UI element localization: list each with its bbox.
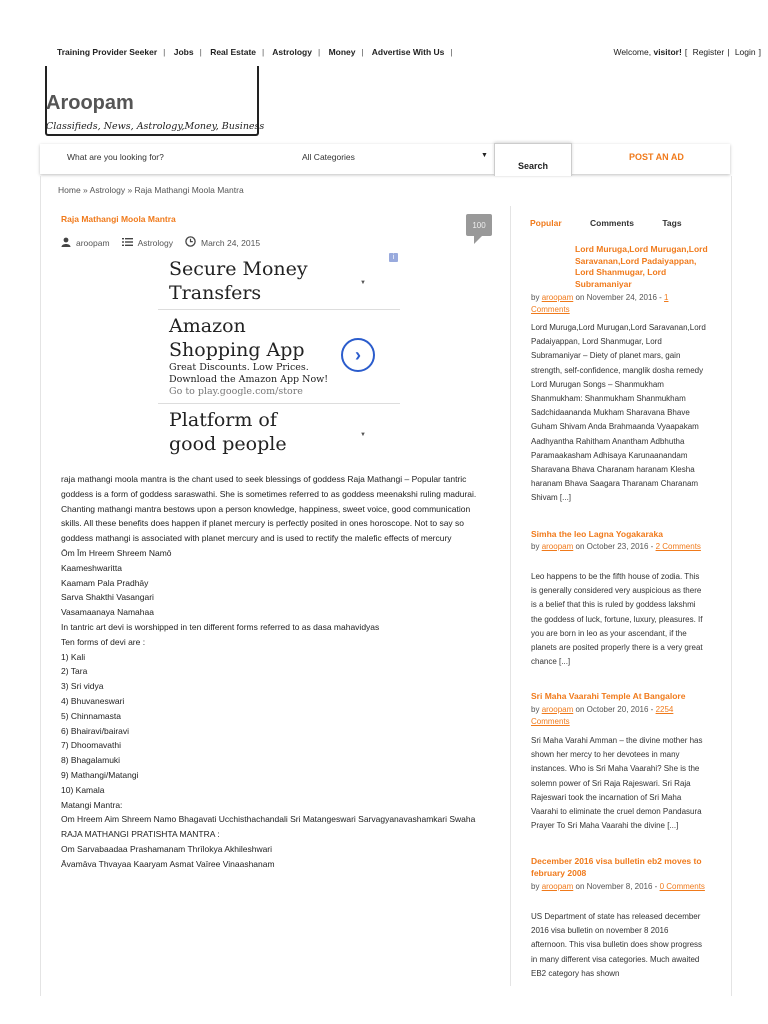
sidebar-post-excerpt: Leo happens to be the fifth house of zodia. This is generally considered very auspicious as there is a belief that this is ruled by goddess lakshmi the goddess of luck, fortune, luxury, pleasures. If you are born in leo as your ascendant, if the planets are posited properly there is a very great chance [...] [531,572,703,667]
ad-divider [158,309,400,310]
sidebar-post-date: on October 23, 2016 - [575,542,654,551]
article-line: 4) Bhuvaneswari [61,695,125,706]
ad-amazon-line2: Download the Amazon App Now! [169,374,329,385]
sidebar-post-meta [531,881,706,893]
article-line: 9) Mathangi/Matangi [61,769,139,780]
nav-advertise-with-us[interactable]: Advertise With Us [371,47,445,57]
sidebar-post-by: by [531,293,540,302]
sidebar-post-author[interactable]: aroopam [541,542,574,551]
chevron-right-icon[interactable]: › [341,338,375,372]
user-bar: Welcome, visitor! [ Register | Login ] [613,47,761,57]
nav-money[interactable]: Money [328,47,356,57]
tab-popular[interactable]: Popular [530,218,562,228]
sidebar-post-date: on October 20, 2016 - [575,705,654,714]
chevron-down-icon: ▼ [481,152,488,159]
nav-jobs[interactable]: Jobs [173,47,194,57]
sidebar-post-comments[interactable]: 1 Comments [531,293,669,314]
sidebar-post-by: by [531,705,540,714]
post-category-link[interactable]: Astrology [137,237,173,248]
post-title[interactable]: Raja Mathangi Moola Mantra [61,214,176,224]
article-line: Om Sarvabaadaa Prashamanam Thrīlokya Akhileshwari [61,843,273,854]
post-author-link[interactable]: aroopam [76,237,110,248]
sidebar-divider [510,206,511,986]
article-line: Sarva Shakthi Vasangari [61,592,154,603]
tab-comments[interactable]: Comments [590,218,634,228]
search-button[interactable]: Search [494,143,572,176]
article-line: 5) Chinnamasta [61,710,122,721]
article-line: Kaamam Pala Pradhāy [61,577,149,588]
ad-expand-icon[interactable]: ▼ [360,432,366,438]
sidebar-post-title[interactable]: Sri Maha Vaarahi Temple At Bangalore [531,691,686,701]
sidebar-post-comments[interactable]: 0 Comments [659,882,705,891]
sidebar-post-title[interactable]: Simha the leo Lagna Yogakaraka [531,529,663,539]
sidebar-post-author[interactable]: aroopam [541,293,574,302]
sidebar-post-excerpt: US Department of state has released december 2016 visa bulletin on november 8 2016 afternoon. This visa bulletin does show progress in many different visa categories. Much awaited EB2 category has shown [531,912,703,978]
post-date: March 24, 2015 [201,237,261,248]
ad-divider [158,403,400,404]
article-intro: raja mathangi moola mantra is the chant used to seek blessings of goddess Raja Mathangi – Popular tantric goddess is a form of goddess saraswathi. She is sometimes referred to as goddess meenakshi ruling madurai. Chanting mathangi mantra bestows upon a person knowledge, happiness, sweet voice, good communication skills. All these benefits does happen if planet mercury is perfectly posited in ones horoscope. Not to say so goddess mathangi is associated with planet mercury and is used to rectify the malefic effects of mercury [61,474,477,544]
tab-tags[interactable]: Tags [662,218,682,228]
sidebar-post-title[interactable]: December 2016 visa bulletin eb2 moves to february 2008 [531,856,702,878]
welcome-user: visitor! [653,47,682,57]
sidebar-post-by: by [531,542,540,551]
article-line: 6) Bhairavi/bairavi [61,725,130,736]
article-line: RAJA MATHANGI PRATISHTA MANTRA : [61,829,220,840]
ad-platform-of-good-people[interactable]: Platform of good people [169,409,287,455]
sidebar-post-meta [531,292,706,316]
sidebar-post-comments[interactable]: 2 Comments [655,542,701,551]
ad-amazon-line1: Great Discounts. Low Prices. [169,362,309,373]
sidebar-post-excerpt: Sri Maha Varahi Amman – the divine mother has shown her mercy to her devotees in many instances. Who is Sri Maha Vaarahi? She is the solemn power of Sri Raja Rajeswari. Sri Raja Rajeswari took the incarnation of Sri Maha Vaarahi to eliminate the cruel demon Pandasura Prayer To Sri Maha Vaarahi the divine [...] [531,736,703,831]
article-line: In tantric art devi is worshipped in ten different forms referred to as dasa mahavidyas [61,621,380,632]
comment-count-badge[interactable]: 100 [466,214,492,236]
welcome-text: Welcome, [613,47,652,57]
nav-training-provider-seeker[interactable]: Training Provider Seeker [57,47,158,57]
sidebar-post-comments[interactable]: 2254 Comments [531,705,674,726]
sidebar-post-by: by [531,882,540,891]
article-line: Om Hreem Aim Shreem Namo Bhagavati Ucchisthachandali Sri Matangeswari Sarvagyanavashamkari Swaha [61,814,476,825]
ad-expand-icon[interactable]: ▼ [360,280,366,286]
nav-astrology[interactable]: Astrology [272,47,312,57]
sidebar-post-author[interactable]: aroopam [541,882,574,891]
article-line: 7) Dhoomavathi [61,740,122,751]
adchoices-icon[interactable]: i [389,253,398,262]
category-select[interactable]: All Categories [302,152,355,162]
post-meta [61,236,260,249]
sidebar-post-meta [531,704,706,728]
site-tagline: Classifieds, News, Astrology,Money, Business [46,121,265,132]
article-line: 2) Tara [61,666,88,677]
article-body [61,472,493,872]
list-icon [122,237,133,249]
article-line: Āvamāva Thvayaa Kaaryam Asmat Vaīree Vinaashanam [61,858,275,869]
search-input[interactable]: What are you looking for? [67,152,164,162]
article-line: Kaameshwaritta [61,562,122,573]
sidebar-post-author[interactable]: aroopam [541,705,574,714]
user-icon [61,237,71,249]
article-line: Vasamaanaya Namahaa [61,607,154,618]
ad-secure-money-transfers[interactable]: Secure Money Transfers [169,258,308,304]
sidebar-post-title[interactable]: Lord Muruga,Lord Murugan,Lord Saravanan,Lord Padaiyappan, Lord Shanmugar, Lord Subramaniyar [575,244,708,289]
login-link[interactable]: Login [734,47,756,57]
article-line: 3) Sri vidya [61,681,104,692]
ad-amazon-url: Go to play.google.com/store [169,386,303,397]
clock-icon [185,236,196,249]
sidebar-post-excerpt: Lord Muruga,Lord Murugan,Lord Saravanan,Lord Padaiyappan, Lord Shanmugar, Lord Subramaniyar – Diety of planet mars, gain strength, self-confidence, manglik dosha remedy Lord Murugan Songs – Shanmukham Shanmukham: Shanmukham Shanmukham Sadchidaananda Mukham Sharavana Bhave Guham Shivam Anda Brahmaanda Vyaapakam Aadhyantha Rahitham Anantham Adbhutha Paramaakasham Adhisaya Karunaanandam Sharavana Bhava Charanam haranam Klesha haranam Bhava Saagara Tharanam Charanam Shivam [...] [531,323,706,503]
article-line: Matangi Mantra: [61,799,123,810]
sidebar-post-meta [531,541,706,553]
top-navigation: Training Provider Seeker | Jobs | Real Estate | Astrology | Money | Advertise With Us | [57,47,453,57]
sidebar-post-date: on November 24, 2016 - [575,293,662,302]
nav-real-estate[interactable]: Real Estate [210,47,257,57]
sidebar-tabs [530,218,708,228]
register-link[interactable]: Register [692,47,725,57]
site-logo[interactable]: Aroopam [46,92,134,114]
article-line: 1) Kali [61,651,86,662]
ad-amazon-shopping-app[interactable]: Amazon Shopping App [169,315,305,361]
article-line: Ōm Īm Hreem Shreem Namō [61,547,172,558]
article-line: 8) Bhagalamuki [61,755,121,766]
breadcrumb[interactable]: Home » Astrology » Raja Mathangi Moola Mantra [58,185,244,195]
article-line: Ten forms of devi are : [61,636,146,647]
sidebar-post-date: on November 8, 2016 - [575,882,658,891]
article-line: 10) Kamala [61,784,105,795]
post-ad-button[interactable]: POST AN AD [629,152,684,162]
ad-amazon-description[interactable] [169,362,328,398]
